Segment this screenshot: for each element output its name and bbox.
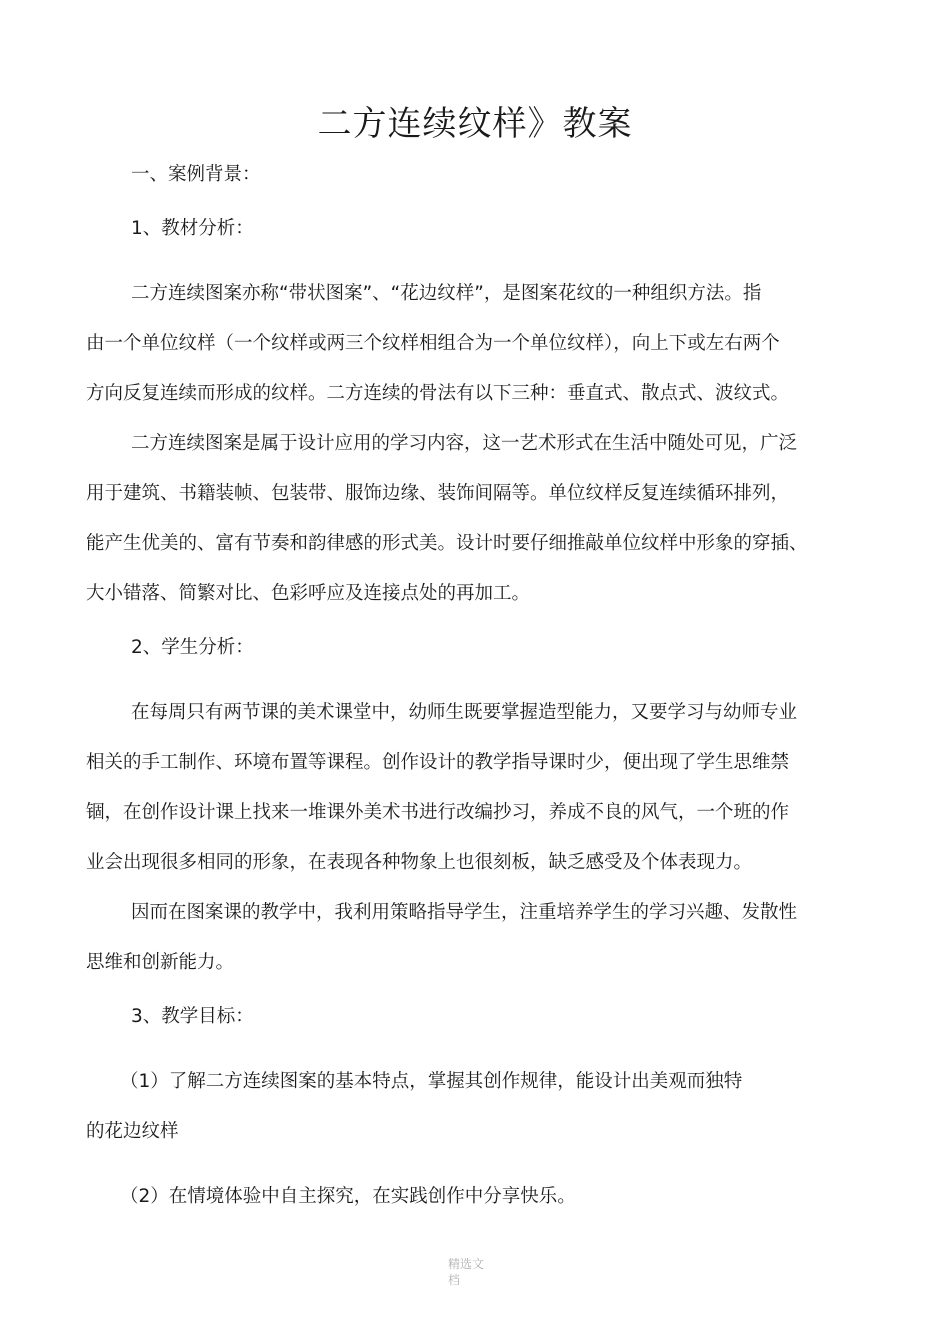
paragraph-line: 思维和创新能力。 (86, 952, 235, 973)
paragraph-line: 锢，在创作设计课上找来一堆课外美术书进行改编抄习，养成不良的风气，一个班的作 (86, 802, 790, 823)
paragraph-line: 相关的手工制作、环境布置等课程。创作设计的教学指导课时少，便出现了学生思维禁 (86, 752, 790, 773)
page-footer: 精选文档 (448, 1257, 485, 1287)
paragraph-line: 因而在图案课的教学中，我利用策略指导学生，注重培养学生的学习兴趣、发散性 (131, 902, 798, 923)
document-title: 二方连续纹样》教案 (317, 104, 633, 144)
paragraph-line: 方向反复连续而形成的纹样。二方连续的骨法有以下三种：垂直式、散点式、波纹式。 (86, 383, 790, 404)
paragraph-line: 大小错落、简繁对比、色彩呼应及连接点处的再加工。 (86, 583, 531, 604)
paragraph-line: 在每周只有两节课的美术课堂中，幼师生既要掌握造型能力，又要学习与幼师专业 (131, 702, 798, 723)
goal-item-2: （2）在情境体验中自主探究，在实践创作中分享快乐。 (120, 1186, 576, 1207)
subheading-teaching-goals: 3、教学目标： (131, 1006, 254, 1027)
goal-item-1-continued: 的花边纹样 (86, 1121, 179, 1142)
paragraph-line: 业会出现很多相同的形象，在表现各种物象上也很刻板，缺乏感受及个体表现力。 (86, 852, 753, 873)
paragraph-line: 二方连续图案亦称“带状图案”、“花边纹样”，是图案花纹的一种组织方法。指 (131, 283, 762, 304)
paragraph-line: 用于建筑、书籍装帧、包装带、服饰边缘、装饰间隔等。单位纹样反复连续循环排列， (86, 483, 790, 504)
goal-item-1: （1）了解二方连续图案的基本特点，掌握其创作规律，能设计出美观而独特 (120, 1071, 743, 1092)
subheading-student-analysis: 2、学生分析： (131, 637, 254, 658)
section-heading-background: 一、案例背景： (131, 164, 261, 185)
paragraph-line: 二方连续图案是属于设计应用的学习内容，这一艺术形式在生活中随处可见，广泛 (131, 433, 798, 454)
subheading-textbook-analysis: 1、教材分析： (131, 218, 254, 239)
paragraph-line: 由一个单位纹样（一个纹样或两三个纹样相组合为一个单位纹样），向上下或左右两个 (86, 333, 780, 354)
paragraph-line: 能产生优美的、富有节奏和韵律感的形式美。设计时要仔细推敲单位纹样中形象的穿插、 (86, 533, 808, 554)
